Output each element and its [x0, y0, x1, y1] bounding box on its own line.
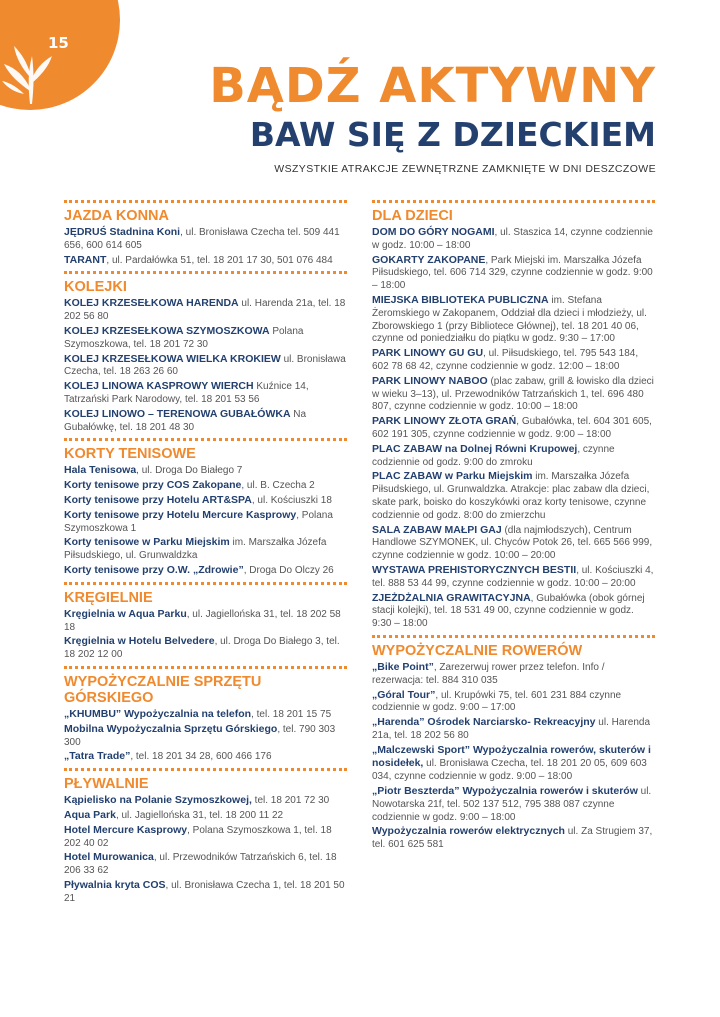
section-heading: WYPOŻYCZALNIE SPRZĘTU GÓRSKIEGO — [64, 666, 347, 706]
entry-details: , ul. Staszica 14, czynne codziennie w godz. 10:00 – 18:00 — [372, 227, 653, 251]
list-item — [372, 744, 655, 784]
entry-name: „KHUMBU” Wypożyczalnia na telefon — [64, 707, 252, 720]
entry-details: , ul. Pardałówka 51, tel. 18 201 17 30, 501 076 484 — [106, 254, 333, 266]
list-item — [64, 708, 347, 722]
list-item — [64, 635, 347, 662]
entry-details: ul. Harenda 21a, tel. 18 202 56 80 — [372, 717, 651, 741]
entry-details: , ul. Kościuszki 18 — [251, 494, 332, 506]
entry-details: ul. Za Strugiem 37, tel. 601 625 581 — [372, 826, 653, 851]
section — [64, 768, 347, 905]
list-item — [64, 408, 347, 435]
list-item — [372, 785, 655, 824]
list-item — [64, 851, 347, 878]
entry-details: , ul. Droga Do Białego 3, tel. 18 202 12 00 — [64, 636, 340, 661]
entry-details: tel. 18 201 72 30 — [251, 795, 330, 807]
entry-details: , Gubałówka (obok górnej stacji kolejki), tel. 18 531 49 00, czynne codziennie w godz. 9:30 – 18:00 — [372, 592, 645, 630]
list-item — [64, 380, 347, 407]
entry-name: „Bike Point” — [372, 660, 434, 673]
entry-name: Kąpielisko na Polanie Szymoszkowej, — [64, 794, 252, 807]
list-item — [372, 375, 655, 414]
section-heading: DLA DZIECI — [372, 200, 655, 224]
entry-name: „Malczewski Sport” Wypożyczalnia rowerów, skuterów i nosidełek, — [372, 743, 651, 770]
entry-name: Aqua Park — [64, 808, 116, 821]
list-item — [64, 325, 347, 352]
entry-details: Na Gubałówkę, tel. 18 201 48 30 — [64, 408, 307, 433]
weather-note: WSZYSTKIE ATRAKCJE ZEWNĘTRZNE ZAMKNIĘTE W DNI DESZCZOWE — [274, 163, 656, 175]
list-item — [372, 661, 655, 688]
list-item — [64, 464, 347, 478]
entry-details: , ul. B. Czecha 2 — [241, 480, 315, 492]
section — [64, 271, 347, 434]
list-item — [372, 226, 655, 253]
entry-name: Mobilna Wypożyczalnia Sprzętu Górskiego — [64, 722, 278, 735]
list-item — [64, 479, 347, 493]
entry-name: „Góral Tour” — [372, 688, 436, 701]
list-item — [372, 825, 655, 852]
entry-name: KOLEJ LINOWA KASPROWY WIERCH — [64, 380, 254, 393]
list-item — [64, 494, 347, 508]
right-column — [372, 200, 655, 856]
entry-name: Korty tenisowe w Parku Miejskim — [64, 536, 230, 549]
list-item — [64, 879, 347, 906]
entry-details: Polana Szymoszkowa, tel. 18 201 72 30 — [64, 325, 304, 350]
section — [64, 666, 347, 764]
list-item — [64, 794, 347, 808]
entry-name: KOLEJ KRZESEŁKOWA WIELKA KROKIEW — [64, 352, 281, 365]
section — [372, 200, 655, 631]
section-heading: JAZDA KONNA — [64, 200, 347, 224]
entry-name: WYSTAWA PREHISTORYCZNYCH BESTII — [372, 563, 577, 576]
section — [64, 438, 347, 577]
entry-details: , Droga Do Olczy 26 — [243, 564, 334, 576]
entry-name: KOLEJ LINOWO – TERENOWA GUBAŁÓWKA — [64, 407, 291, 420]
entry-details: , ul. Piłsudskiego, tel. 795 543 184, 602 78 68 42, czynne codziennie w godz. 12:00 – 18:00 — [372, 348, 639, 372]
list-item — [372, 443, 655, 470]
entry-details: , Park Miejski im. Marszałka Józefa Piłsudskiego, tel. 606 714 329, czynne codziennie w godz. 9:00 – 18:00 — [372, 254, 653, 292]
entry-details: , ul. Krupówki 75, tel. 601 231 884 czynne codziennie w godz. 9:00 – 17:00 — [372, 689, 622, 714]
entry-name: KOLEJ KRZESEŁKOWA HARENDA — [64, 297, 239, 310]
entry-name: Korty tenisowe przy Hotelu Mercure Kasprowy — [64, 508, 297, 521]
entry-details: , tel. 790 303 300 — [64, 723, 336, 748]
list-item — [372, 524, 655, 563]
list-item — [372, 254, 655, 293]
entry-details: im. Stefana Żeromskiego w Zakopanem, Oddział dla dzieci i młodzieży, ul. Zborowskiego 1 (przy Bibliotece Głównej), tel. 18 201 40 06, czynne od poniedziałku do piątku w godz. 9:30 – 17:00 — [372, 294, 647, 345]
left-column — [64, 200, 347, 909]
entry-name: PARK LINOWY GU GU — [372, 347, 484, 360]
entry-name: MIEJSKA BIBLIOTEKA PUBLICZNA — [372, 293, 549, 306]
entry-name: Hala Tenisowa — [64, 464, 137, 477]
list-item — [64, 824, 347, 851]
entry-details: im. Marszałka Józefa Piłsudskiego, ul. Grunwaldzka — [64, 537, 327, 562]
list-item — [64, 608, 347, 635]
section-heading: KORTY TENISOWE — [64, 438, 347, 462]
entry-details: , ul. Bronisława Czecha 1, tel. 18 201 50 21 — [64, 879, 345, 904]
list-item — [64, 297, 347, 324]
entry-name: TARANT — [64, 253, 107, 266]
entry-name: „Tatra Trade” — [64, 750, 131, 763]
entry-details: ul. Bronisława Czecha, tel. 18 201 20 05, 609 603 034, czynne codziennie w godz. 9:00 – 18:00 — [372, 758, 647, 783]
entry-details: , Polana Szymoszkowa 1 — [64, 509, 333, 534]
entry-name: Hotel Mercure Kasprowy — [64, 823, 188, 836]
entry-details: ul. Harenda 21a, tel. 18 202 56 80 — [64, 298, 346, 323]
entry-details: , ul. Bronisława Czecha tel. 509 441 656, 600 614 605 — [64, 227, 340, 251]
entry-name: SALA ZABAW MAŁPI GAJ — [372, 523, 502, 536]
entry-name: GOKARTY ZAKOPANE — [372, 253, 486, 266]
list-item — [64, 809, 347, 823]
section-heading: KRĘGIELNIE — [64, 582, 347, 606]
entry-details: (dla najmłodszych), Centrum Handlowe SZYMONEK, ul. Chyców Potok 26, tel. 665 566 999, czynne codziennie w godz. 10:00 – 20:00 — [372, 524, 653, 562]
entry-name: Wypożyczalnia rowerów elektrycznych — [372, 825, 565, 838]
page-subtitle: BAW SIĘ Z DZIECKIEM — [249, 115, 656, 154]
entry-name: PARK LINOWY ZŁOTA GRAŃ — [372, 415, 517, 428]
entry-name: JĘDRUŚ Stadnina Koni — [64, 226, 181, 238]
list-item — [372, 716, 655, 743]
entry-name: PARK LINOWY NABOO — [372, 374, 488, 387]
list-item — [64, 509, 347, 536]
entry-details: im. Marszałka Józefa Piłsudskiego, ul. Grunwaldzka. Atrakcje: plac zabaw dla dzieci, skate park, boisko do koszykówki oraz korty tenisowe, czynne codziennie od godz. 8:00 do zmierzchu — [372, 471, 650, 521]
section-heading: WYPOŻYCZALNIE ROWERÓW — [372, 635, 655, 659]
list-item — [64, 723, 347, 750]
entry-name: Korty tenisowe przy O.W. „Zdrowie” — [64, 563, 244, 576]
entry-details: , ul. Przewodników Tatrzańskich 6, tel. 18 206 33 62 — [64, 852, 337, 877]
entry-details: ul. Nowotarska 21f, tel. 502 137 512, 795 388 087 czynne codziennie w godz. 9:00 – 18:00 — [372, 786, 652, 823]
entry-name: Pływalnia kryta COS — [64, 878, 166, 891]
list-item — [64, 254, 347, 268]
entry-name: „Piotr Beszterda” Wypożyczalnia rowerów i skuterów — [372, 785, 638, 798]
entry-name: Kręgielnia w Aqua Parku — [64, 607, 187, 620]
section — [64, 582, 347, 662]
entry-name: Hotel Murowanica — [64, 851, 154, 864]
entry-details: Kuźnice 14, Tatrzański Park Narodowy, tel. 18 201 53 56 — [64, 381, 309, 405]
entry-details: , Zarezerwuj rower przez telefon. Info / rezerwacja: tel. 884 310 035 — [372, 661, 605, 686]
entry-details: , ul. Jagiellońska 31, tel. 18 200 11 22 — [115, 809, 284, 821]
list-item — [64, 750, 347, 764]
entry-details: , czynne codziennie od godz. 9:00 do zmroku — [372, 443, 615, 468]
list-item — [372, 294, 655, 346]
section — [372, 635, 655, 852]
entry-name: KOLEJ KRZESEŁKOWA SZYMOSZKOWA — [64, 324, 270, 337]
entry-details: ul. Bronisława Czecha, tel. 18 263 26 60 — [64, 353, 346, 378]
entry-name: ZJEŻDŻALNIA GRAWITACYJNA — [372, 591, 531, 604]
entry-name: Korty tenisowe przy COS Zakopane — [64, 479, 242, 492]
list-item — [372, 564, 655, 591]
entry-name: DOM DO GÓRY NOGAMI — [372, 226, 495, 238]
section-heading: KOLEJKI — [64, 271, 347, 295]
entry-details: , ul. Jagiellońska 31, tel. 18 202 58 18 — [64, 608, 341, 633]
entry-details: (plac zabaw, grill & łowisko dla dzieci w wieku 3–13), ul. Przewodników Tatrzańskich 1, tel. 696 480 807, czynne codziennie w godz. 10:00 – 18:00 — [372, 375, 654, 413]
entry-name: Korty tenisowe przy Hotelu ART&SPA — [64, 493, 252, 506]
list-item — [372, 415, 655, 442]
entry-details: , ul. Kościuszki 4, tel. 888 53 44 99, czynne codziennie w godz. 10:00 – 20:00 — [372, 564, 654, 589]
list-item — [64, 353, 347, 380]
entry-details: , tel. 18 201 34 28, 600 466 176 — [130, 751, 272, 763]
list-item — [64, 536, 347, 563]
list-item — [372, 689, 655, 716]
section — [64, 200, 347, 267]
list-item — [372, 470, 655, 522]
entry-name: PLAC ZABAW na Dolnej Równi Krupowej — [372, 442, 578, 455]
page-number: 15 — [48, 34, 69, 52]
page-title: BĄDŹ AKTYWNY — [209, 58, 656, 114]
entry-name: PLAC ZABAW w Parku Miejskim — [372, 470, 533, 483]
section-heading: PŁYWALNIE — [64, 768, 347, 792]
entry-details: , Polana Szymoszkowa 1, tel. 18 202 40 02 — [64, 824, 332, 849]
list-item — [372, 347, 655, 374]
entry-details: , tel. 18 201 15 75 — [251, 708, 332, 720]
entry-details: , ul. Droga Do Białego 7 — [136, 465, 243, 477]
list-item — [64, 564, 347, 578]
entry-name: Kręgielnia w Hotelu Belvedere — [64, 635, 215, 648]
entry-details: , Gubałówka, tel. 604 301 605, 602 191 305, czynne codziennie w godz. 9:00 – 18:00 — [372, 416, 652, 440]
list-item — [372, 592, 655, 631]
list-item — [64, 226, 347, 253]
entry-name: „Harenda” Ośrodek Narciarsko- Rekreacyjny — [372, 716, 596, 729]
